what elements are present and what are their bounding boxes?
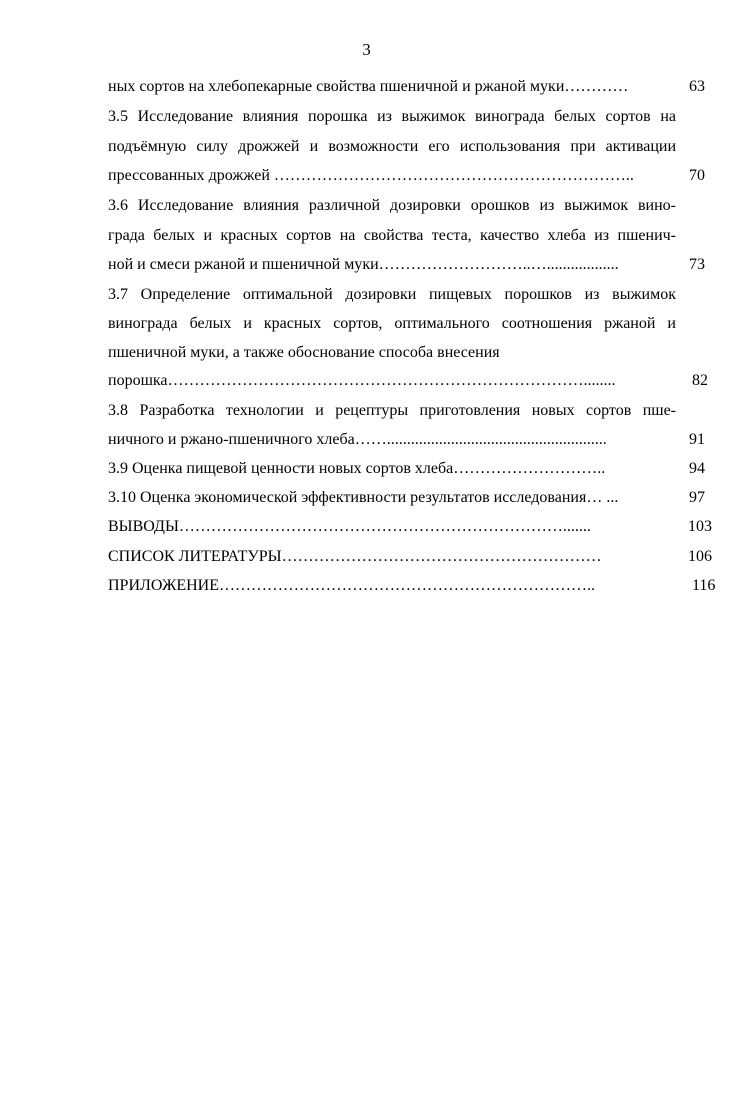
toc-entry-line: 3.6 Исследование влияния различной дозировки орошков из выжимок вино- <box>108 197 676 214</box>
toc-entry-line: 3.9 Оценка пищевой ценности новых сортов хлеба……………………….. <box>108 460 606 477</box>
toc-page-number: 63 <box>689 78 705 95</box>
toc-page-number: 73 <box>689 256 705 273</box>
toc-page-number: 103 <box>688 518 712 535</box>
toc-entry-line: ной и смеси ржаной и пшеничной муки………………………..….................. <box>108 256 619 273</box>
toc-entry-line: 3.10 Оценка экономической эффективности результатов исследования… ... <box>108 489 619 506</box>
toc-entry-line: 3.7 Определение оптимальной дозировки пищевых порошков из выжимок <box>108 286 676 303</box>
toc-page-number: 82 <box>692 372 708 389</box>
toc-entry-line: прессованных дрожжей ………………………………………………………….. <box>108 167 634 184</box>
toc-entry-line: ных сортов на хлебопекарные свойства пшеничной и ржаной муки………… <box>108 78 629 95</box>
page-number: 3 <box>362 40 371 59</box>
toc-entry-line: 3.8 Разработка технологии и рецептуры приготовления новых сортов пше- <box>108 402 676 419</box>
toc-page-number: 116 <box>692 577 716 594</box>
toc-entry-line: пшеничной муки, а также обоснование способа внесения <box>108 344 500 361</box>
toc-page-number: 94 <box>689 460 705 477</box>
toc-entry-line: ПРИЛОЖЕНИЕ…………………………………………………………….. <box>108 577 596 594</box>
toc-entry-line: ВЫВОДЫ………………………………………………………………....... <box>108 518 591 535</box>
toc-entry-line: винограда белых и красных сортов, оптимального соотношения ржаной и <box>108 315 676 332</box>
toc-entry-line: 3.5 Исследование влияния порошка из выжимок винограда белых сортов на <box>108 108 676 125</box>
toc-page-number: 97 <box>689 489 705 506</box>
toc-entry-line: порошка……………………………………………………………………........ <box>108 372 616 389</box>
toc-page-number: 106 <box>688 548 712 565</box>
toc-page-number: 70 <box>689 167 705 184</box>
toc-page-number: 91 <box>689 431 705 448</box>
toc-entry-line: СПИСОК ЛИТЕРАТУРЫ…………………………………………………… <box>108 548 602 565</box>
toc-entry-line: ничного и ржано-пшеничного хлеба……....................................................... <box>108 431 607 448</box>
toc-entry-line: града белых и красных сортов на свойства теста, качество хлеба из пшенич- <box>108 227 676 244</box>
toc-entry-line: подъёмную силу дрожжей и возможности его использования при активации <box>108 138 676 155</box>
